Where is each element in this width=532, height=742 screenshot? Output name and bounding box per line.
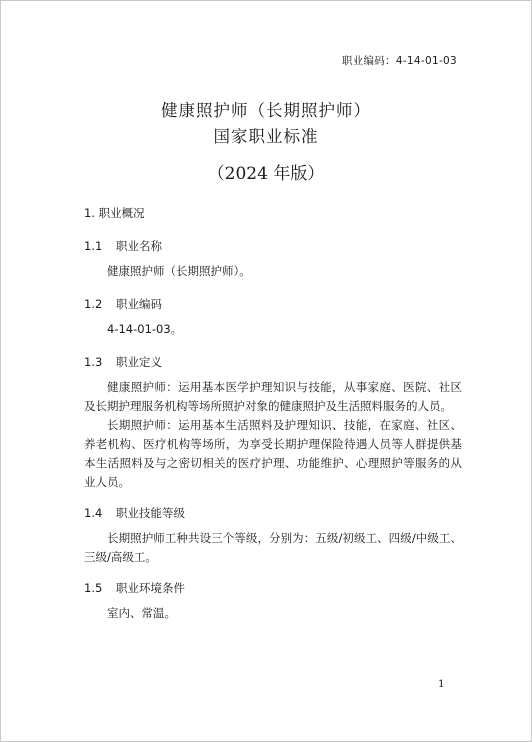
paragraph: 健康照护师：运用基本医学护理知识与技能，从事家庭、医院、社区及长期护理服务机构等场所照护对象的健康照护及生活照料服务的人员。 bbox=[84, 380, 462, 413]
paragraph: 4-14-01-03。 bbox=[107, 322, 183, 336]
subsection-number: 1.1 bbox=[84, 239, 103, 253]
subsection-title: 职业名称 bbox=[116, 239, 162, 253]
subsection-heading bbox=[84, 504, 462, 523]
subsection-title: 职业定义 bbox=[116, 355, 162, 369]
subsection-number: 1.2 bbox=[84, 297, 103, 311]
subsection-heading bbox=[84, 295, 462, 314]
subsection-heading bbox=[84, 237, 462, 256]
document-title: 健康照护师（长期照护师） bbox=[161, 101, 371, 120]
subsection-number: 1.3 bbox=[84, 355, 103, 369]
subsection-title: 职业技能等级 bbox=[116, 506, 185, 520]
paragraph: 长期照护师：运用基本生活照料及护理知识、技能，在家庭、社区、养老机构、医疗机构等场所，为享受长期护理保险待遇人员等人群提供基本生活照料及与之密切相关的医疗护理、功能维护、心理照护等服务的从业人员。 bbox=[84, 418, 462, 489]
paragraph: 长期照护师工种共设三个等级，分别为：五级/初级工、四级/中级工、三级/高级工。 bbox=[84, 531, 462, 564]
paragraph: 健康照护师（长期照护师）。 bbox=[107, 264, 251, 278]
paragraph: 室内、常温。 bbox=[107, 606, 176, 620]
section-heading: 1. 职业概况 bbox=[84, 206, 145, 220]
subsection-heading bbox=[84, 579, 462, 598]
subsection-number: 1.4 bbox=[84, 506, 103, 520]
subsection-heading bbox=[84, 353, 462, 372]
subsection-title: 职业环境条件 bbox=[116, 581, 185, 595]
subsection-number: 1.5 bbox=[84, 581, 103, 595]
subsection-title: 职业编码 bbox=[116, 297, 162, 311]
edition-label: （2024 年版） bbox=[207, 164, 325, 184]
document-body bbox=[84, 204, 462, 629]
page-number: 1 bbox=[438, 678, 445, 690]
occupation-code: 职业编码：4-14-01-03 bbox=[341, 55, 457, 67]
document-subtitle: 国家职业标准 bbox=[213, 127, 319, 146]
